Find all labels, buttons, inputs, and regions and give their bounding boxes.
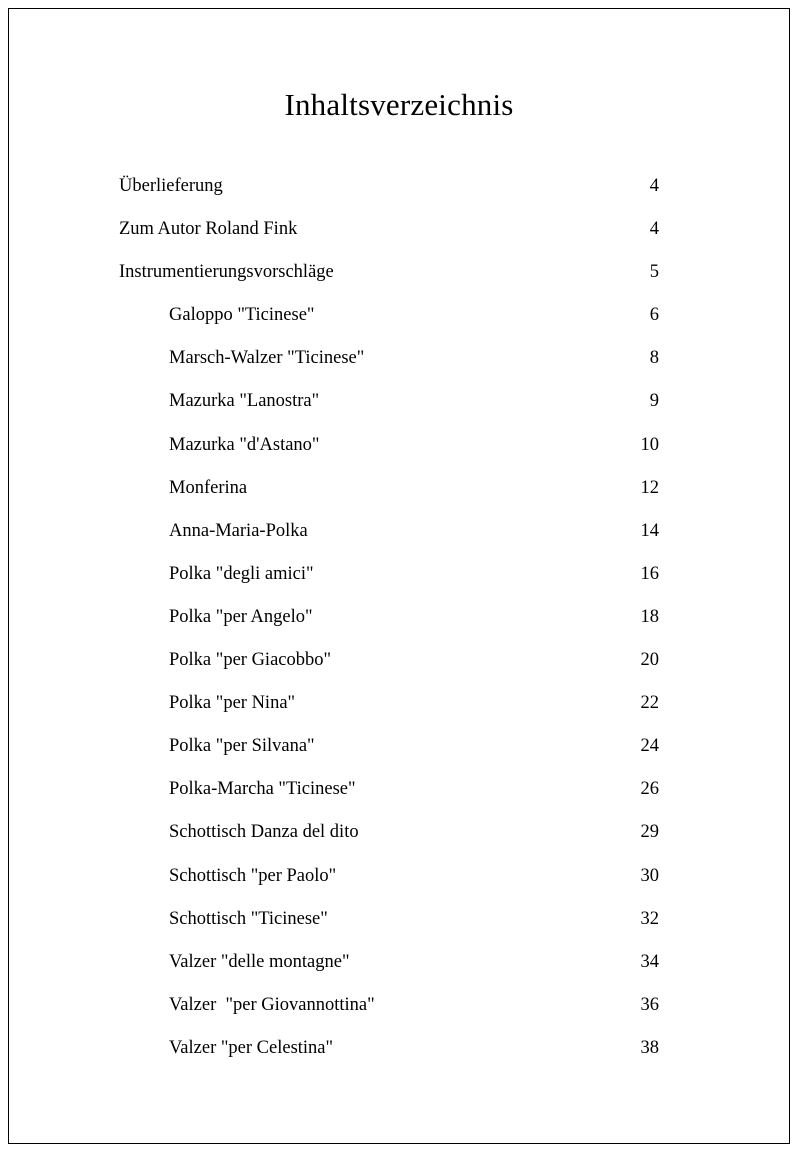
toc-entry[interactable] xyxy=(113,651,659,670)
toc-entry-label: Polka "per Silvana" xyxy=(169,736,315,757)
toc-entry[interactable] xyxy=(113,436,659,455)
toc-entry[interactable] xyxy=(113,306,659,325)
toc-entry-label: Polka "per Nina" xyxy=(169,693,296,714)
toc-entry-label: Polka "degli amici" xyxy=(169,563,314,584)
toc-entry[interactable] xyxy=(113,608,659,627)
toc-entry[interactable] xyxy=(113,780,659,799)
toc-entry-label: Valzer "delle montagne" xyxy=(169,951,350,972)
toc-entry-label: Überlieferung xyxy=(119,176,223,196)
toc-entry-label: Monferina xyxy=(169,477,248,498)
toc-entry-label: Polka "per Giacobbo" xyxy=(169,650,332,671)
toc-entry-page-number: 36 xyxy=(640,994,659,1015)
toc-entry-page-number: 10 xyxy=(640,434,659,455)
toc-entry-page-number: 4 xyxy=(649,176,659,196)
toc-entry-page-number: 14 xyxy=(640,520,659,541)
toc-entry[interactable] xyxy=(113,479,659,498)
toc-entry[interactable] xyxy=(113,392,659,411)
toc-entry-label: Anna-Maria-Polka xyxy=(169,520,308,541)
toc-entry[interactable] xyxy=(113,177,659,196)
toc-entry-page-number: 5 xyxy=(649,262,659,283)
toc-entry-page-number: 6 xyxy=(649,305,659,326)
toc-entry-label: Schottisch "per Paolo" xyxy=(169,865,337,886)
toc-entry[interactable] xyxy=(113,823,659,842)
toc-entry-page-number: 9 xyxy=(649,391,659,412)
toc-entry[interactable] xyxy=(113,867,659,886)
toc-entry-page-number: 22 xyxy=(640,693,659,714)
page-title: Inhaltsverzeichnis xyxy=(284,87,514,122)
toc-entry-page-number: 12 xyxy=(640,477,659,498)
toc-entry-page-number: 32 xyxy=(640,908,659,929)
toc-entry[interactable] xyxy=(113,996,659,1015)
toc-entry-page-number: 20 xyxy=(640,650,659,671)
toc-entry-page-number: 16 xyxy=(640,563,659,584)
toc-entry-page-number: 29 xyxy=(640,822,659,843)
table-of-contents xyxy=(9,177,789,1057)
toc-entry[interactable] xyxy=(113,737,659,756)
toc-entry[interactable] xyxy=(113,694,659,713)
toc-entry[interactable] xyxy=(113,1039,659,1058)
toc-entry-label: Schottisch Danza del dito xyxy=(169,822,359,843)
toc-entry-label: Mazurka "Lanostra" xyxy=(169,391,320,412)
toc-entry[interactable] xyxy=(113,263,659,282)
toc-entry-label: Marsch-Walzer "Ticinese" xyxy=(169,348,365,369)
toc-entry-page-number: 24 xyxy=(640,736,659,757)
toc-entry-page-number: 4 xyxy=(649,219,659,240)
toc-entry-label: Valzer "per Celestina" xyxy=(169,1037,334,1058)
toc-entry-page-number: 18 xyxy=(640,606,659,627)
toc-entry-label: Polka "per Angelo" xyxy=(169,606,313,627)
toc-entry[interactable] xyxy=(113,349,659,368)
toc-entry-label: Schottisch "Ticinese" xyxy=(169,908,328,929)
toc-entry-page-number: 34 xyxy=(640,951,659,972)
toc-entry[interactable] xyxy=(113,565,659,584)
toc-entry-page-number: 30 xyxy=(640,865,659,886)
toc-entry[interactable] xyxy=(113,522,659,541)
toc-entry-page-number: 38 xyxy=(640,1037,659,1058)
toc-entry[interactable] xyxy=(113,220,659,239)
toc-entry[interactable] xyxy=(113,953,659,972)
toc-entry-label: Polka-Marcha "Ticinese" xyxy=(169,779,356,800)
toc-entry[interactable] xyxy=(113,910,659,929)
toc-entry-label: Valzer "per Giovannottina" xyxy=(169,994,375,1015)
toc-entry-label: Zum Autor Roland Fink xyxy=(119,219,298,240)
document-page xyxy=(8,8,790,1144)
toc-entry-page-number: 26 xyxy=(640,779,659,800)
toc-entry-label: Instrumentierungsvorschläge xyxy=(119,262,334,283)
toc-entry-label: Mazurka "d'Astano" xyxy=(169,434,320,455)
toc-entry-page-number: 8 xyxy=(649,348,659,369)
toc-entry-label: Galoppo "Ticinese" xyxy=(169,305,315,326)
